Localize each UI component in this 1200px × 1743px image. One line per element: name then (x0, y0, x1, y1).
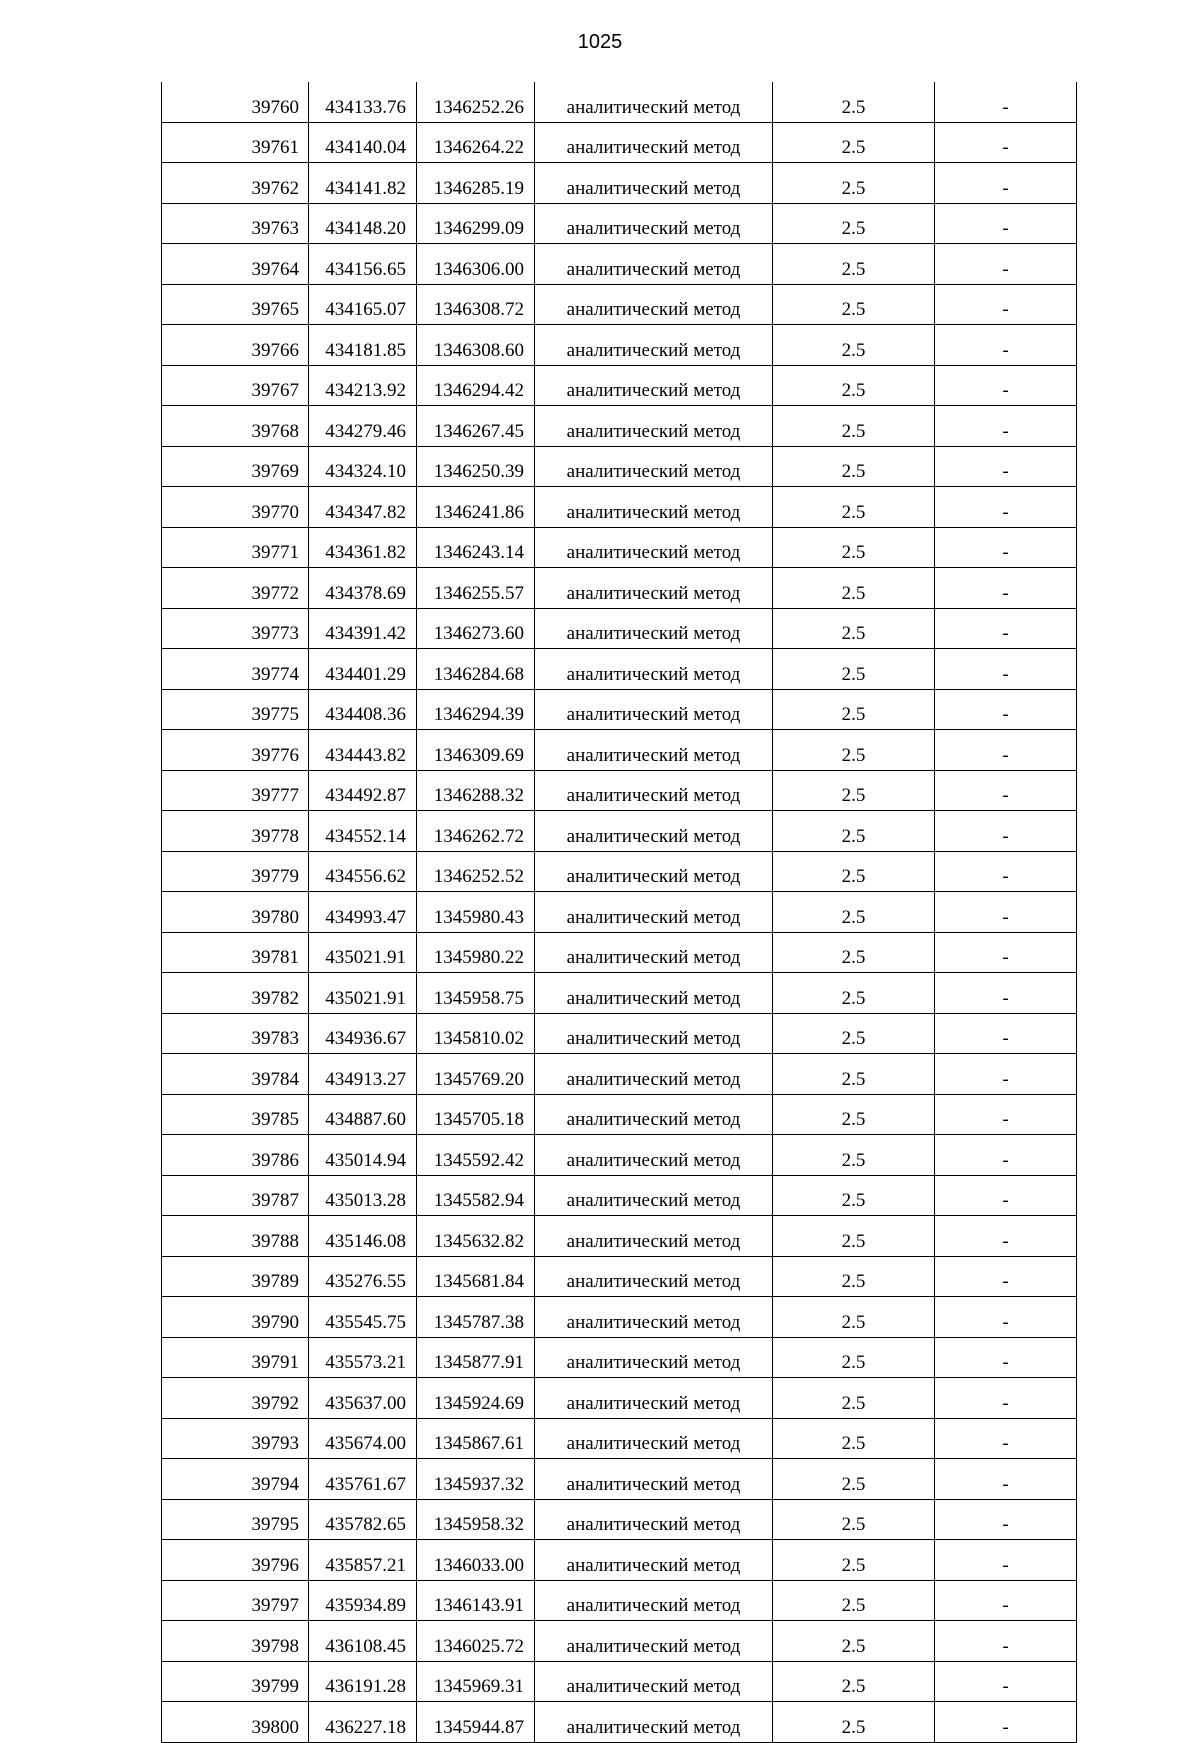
y-coordinate-cell: 1345937.32 (417, 1459, 535, 1500)
page-number: 1025 (577, 31, 623, 53)
table-row (162, 284, 1077, 325)
method-cell: аналитический метод (535, 82, 773, 122)
accuracy-cell: 2.5 (773, 1540, 935, 1581)
y-coordinate-cell: 1346309.69 (417, 730, 535, 771)
note-cell: - (935, 1459, 1077, 1500)
table-row (162, 406, 1077, 447)
note-cell: - (935, 811, 1077, 852)
note-cell: - (935, 365, 1077, 406)
method-cell: аналитический метод (535, 1337, 773, 1378)
accuracy-cell: 2.5 (773, 1459, 935, 1500)
method-cell: аналитический метод (535, 1135, 773, 1176)
table-row (162, 122, 1077, 163)
accuracy-cell: 2.5 (773, 527, 935, 568)
y-coordinate-cell: 1345867.61 (417, 1418, 535, 1459)
y-coordinate-cell: 1346262.72 (417, 811, 535, 852)
y-coordinate-cell: 1345980.43 (417, 892, 535, 933)
accuracy-cell: 2.5 (773, 82, 935, 122)
y-coordinate-cell: 1346243.14 (417, 527, 535, 568)
accuracy-cell: 2.5 (773, 163, 935, 204)
y-coordinate-cell: 1346273.60 (417, 608, 535, 649)
note-cell: - (935, 1337, 1077, 1378)
table-row (162, 1702, 1077, 1743)
accuracy-cell: 2.5 (773, 1418, 935, 1459)
method-cell: аналитический метод (535, 406, 773, 447)
table-row (162, 1661, 1077, 1702)
point-number-cell: 39760 (162, 82, 309, 122)
method-cell: аналитический метод (535, 1297, 773, 1338)
point-number-cell: 39794 (162, 1459, 309, 1500)
accuracy-cell: 2.5 (773, 649, 935, 690)
method-cell: аналитический метод (535, 1175, 773, 1216)
note-cell: - (935, 163, 1077, 204)
y-coordinate-cell: 1345592.42 (417, 1135, 535, 1176)
accuracy-cell: 2.5 (773, 365, 935, 406)
x-coordinate-cell: 434556.62 (309, 851, 417, 892)
point-number-cell: 39763 (162, 203, 309, 244)
x-coordinate-cell: 435276.55 (309, 1256, 417, 1297)
point-number-cell: 39773 (162, 608, 309, 649)
y-coordinate-cell: 1345924.69 (417, 1378, 535, 1419)
note-cell: - (935, 1702, 1077, 1743)
note-cell: - (935, 1418, 1077, 1459)
x-coordinate-cell: 434156.65 (309, 244, 417, 285)
accuracy-cell: 2.5 (773, 851, 935, 892)
coordinates-table (161, 82, 1077, 1743)
note-cell: - (935, 770, 1077, 811)
method-cell: аналитический метод (535, 770, 773, 811)
method-cell: аналитический метод (535, 932, 773, 973)
table-row (162, 1256, 1077, 1297)
method-cell: аналитический метод (535, 446, 773, 487)
method-cell: аналитический метод (535, 244, 773, 285)
note-cell: - (935, 284, 1077, 325)
method-cell: аналитический метод (535, 365, 773, 406)
point-number-cell: 39772 (162, 568, 309, 609)
point-number-cell: 39771 (162, 527, 309, 568)
x-coordinate-cell: 434165.07 (309, 284, 417, 325)
point-number-cell: 39788 (162, 1216, 309, 1257)
note-cell: - (935, 892, 1077, 933)
table-row (162, 811, 1077, 852)
table-row (162, 892, 1077, 933)
note-cell: - (935, 122, 1077, 163)
table-row (162, 325, 1077, 366)
table-row (162, 608, 1077, 649)
table-row (162, 446, 1077, 487)
x-coordinate-cell: 434347.82 (309, 487, 417, 528)
note-cell: - (935, 851, 1077, 892)
table-row (162, 1013, 1077, 1054)
note-cell: - (935, 1378, 1077, 1419)
note-cell: - (935, 932, 1077, 973)
x-coordinate-cell: 434401.29 (309, 649, 417, 690)
x-coordinate-cell: 435146.08 (309, 1216, 417, 1257)
method-cell: аналитический метод (535, 851, 773, 892)
x-coordinate-cell: 436227.18 (309, 1702, 417, 1743)
method-cell: аналитический метод (535, 527, 773, 568)
point-number-cell: 39789 (162, 1256, 309, 1297)
note-cell: - (935, 1256, 1077, 1297)
accuracy-cell: 2.5 (773, 325, 935, 366)
y-coordinate-cell: 1346288.32 (417, 770, 535, 811)
y-coordinate-cell: 1345632.82 (417, 1216, 535, 1257)
y-coordinate-cell: 1345787.38 (417, 1297, 535, 1338)
y-coordinate-cell: 1345877.91 (417, 1337, 535, 1378)
x-coordinate-cell: 434140.04 (309, 122, 417, 163)
y-coordinate-cell: 1345705.18 (417, 1094, 535, 1135)
accuracy-cell: 2.5 (773, 1175, 935, 1216)
note-cell: - (935, 527, 1077, 568)
x-coordinate-cell: 434141.82 (309, 163, 417, 204)
point-number-cell: 39768 (162, 406, 309, 447)
x-coordinate-cell: 436108.45 (309, 1621, 417, 1662)
method-cell: аналитический метод (535, 284, 773, 325)
accuracy-cell: 2.5 (773, 1297, 935, 1338)
note-cell: - (935, 203, 1077, 244)
note-cell: - (935, 608, 1077, 649)
method-cell: аналитический метод (535, 487, 773, 528)
table-row (162, 365, 1077, 406)
point-number-cell: 39784 (162, 1054, 309, 1095)
point-number-cell: 39769 (162, 446, 309, 487)
x-coordinate-cell: 434213.92 (309, 365, 417, 406)
method-cell: аналитический метод (535, 973, 773, 1014)
point-number-cell: 39767 (162, 365, 309, 406)
method-cell: аналитический метод (535, 1580, 773, 1621)
y-coordinate-cell: 1346308.60 (417, 325, 535, 366)
y-coordinate-cell: 1346308.72 (417, 284, 535, 325)
point-number-cell: 39781 (162, 932, 309, 973)
x-coordinate-cell: 434552.14 (309, 811, 417, 852)
y-coordinate-cell: 1345958.75 (417, 973, 535, 1014)
note-cell: - (935, 568, 1077, 609)
table-row (162, 1459, 1077, 1500)
accuracy-cell: 2.5 (773, 1499, 935, 1540)
note-cell: - (935, 1580, 1077, 1621)
point-number-cell: 39791 (162, 1337, 309, 1378)
x-coordinate-cell: 434133.76 (309, 82, 417, 122)
point-number-cell: 39764 (162, 244, 309, 285)
x-coordinate-cell: 434443.82 (309, 730, 417, 771)
point-number-cell: 39792 (162, 1378, 309, 1419)
note-cell: - (935, 325, 1077, 366)
coordinates-table-body (162, 82, 1077, 1742)
y-coordinate-cell: 1345958.32 (417, 1499, 535, 1540)
x-coordinate-cell: 435934.89 (309, 1580, 417, 1621)
note-cell: - (935, 1621, 1077, 1662)
note-cell: - (935, 1499, 1077, 1540)
table-row (162, 689, 1077, 730)
note-cell: - (935, 446, 1077, 487)
method-cell: аналитический метод (535, 892, 773, 933)
y-coordinate-cell: 1346294.42 (417, 365, 535, 406)
accuracy-cell: 2.5 (773, 1661, 935, 1702)
table-row (162, 1418, 1077, 1459)
y-coordinate-cell: 1345681.84 (417, 1256, 535, 1297)
note-cell: - (935, 406, 1077, 447)
note-cell: - (935, 1094, 1077, 1135)
note-cell: - (935, 1216, 1077, 1257)
accuracy-cell: 2.5 (773, 1216, 935, 1257)
point-number-cell: 39774 (162, 649, 309, 690)
note-cell: - (935, 1054, 1077, 1095)
x-coordinate-cell: 434148.20 (309, 203, 417, 244)
point-number-cell: 39777 (162, 770, 309, 811)
y-coordinate-cell: 1346252.26 (417, 82, 535, 122)
point-number-cell: 39778 (162, 811, 309, 852)
x-coordinate-cell: 435014.94 (309, 1135, 417, 1176)
point-number-cell: 39798 (162, 1621, 309, 1662)
point-number-cell: 39785 (162, 1094, 309, 1135)
x-coordinate-cell: 434887.60 (309, 1094, 417, 1135)
accuracy-cell: 2.5 (773, 892, 935, 933)
x-coordinate-cell: 435013.28 (309, 1175, 417, 1216)
table-row (162, 973, 1077, 1014)
method-cell: аналитический метод (535, 1459, 773, 1500)
x-coordinate-cell: 435021.91 (309, 973, 417, 1014)
table-row (162, 568, 1077, 609)
y-coordinate-cell: 1345769.20 (417, 1054, 535, 1095)
table-row (162, 1297, 1077, 1338)
point-number-cell: 39786 (162, 1135, 309, 1176)
x-coordinate-cell: 434492.87 (309, 770, 417, 811)
x-coordinate-cell: 434913.27 (309, 1054, 417, 1095)
x-coordinate-cell: 436191.28 (309, 1661, 417, 1702)
y-coordinate-cell: 1345810.02 (417, 1013, 535, 1054)
note-cell: - (935, 649, 1077, 690)
accuracy-cell: 2.5 (773, 1337, 935, 1378)
point-number-cell: 39780 (162, 892, 309, 933)
y-coordinate-cell: 1345582.94 (417, 1175, 535, 1216)
method-cell: аналитический метод (535, 1094, 773, 1135)
point-number-cell: 39787 (162, 1175, 309, 1216)
note-cell: - (935, 973, 1077, 1014)
y-coordinate-cell: 1346284.68 (417, 649, 535, 690)
accuracy-cell: 2.5 (773, 244, 935, 285)
table-row (162, 1094, 1077, 1135)
x-coordinate-cell: 435637.00 (309, 1378, 417, 1419)
point-number-cell: 39779 (162, 851, 309, 892)
accuracy-cell: 2.5 (773, 406, 935, 447)
accuracy-cell: 2.5 (773, 932, 935, 973)
accuracy-cell: 2.5 (773, 568, 935, 609)
point-number-cell: 39797 (162, 1580, 309, 1621)
x-coordinate-cell: 435857.21 (309, 1540, 417, 1581)
y-coordinate-cell: 1346143.91 (417, 1580, 535, 1621)
table-row (162, 203, 1077, 244)
note-cell: - (935, 82, 1077, 122)
y-coordinate-cell: 1346299.09 (417, 203, 535, 244)
table-row (162, 1621, 1077, 1662)
table-row (162, 1378, 1077, 1419)
point-number-cell: 39800 (162, 1702, 309, 1743)
table-row (162, 932, 1077, 973)
accuracy-cell: 2.5 (773, 446, 935, 487)
accuracy-cell: 2.5 (773, 811, 935, 852)
point-number-cell: 39765 (162, 284, 309, 325)
point-number-cell: 39761 (162, 122, 309, 163)
method-cell: аналитический метод (535, 1256, 773, 1297)
note-cell: - (935, 1540, 1077, 1581)
table-row (162, 163, 1077, 204)
note-cell: - (935, 1297, 1077, 1338)
note-cell: - (935, 1135, 1077, 1176)
x-coordinate-cell: 435782.65 (309, 1499, 417, 1540)
x-coordinate-cell: 435573.21 (309, 1337, 417, 1378)
note-cell: - (935, 487, 1077, 528)
x-coordinate-cell: 434361.82 (309, 527, 417, 568)
y-coordinate-cell: 1346306.00 (417, 244, 535, 285)
point-number-cell: 39790 (162, 1297, 309, 1338)
accuracy-cell: 2.5 (773, 1013, 935, 1054)
accuracy-cell: 2.5 (773, 1135, 935, 1176)
point-number-cell: 39770 (162, 487, 309, 528)
point-number-cell: 39795 (162, 1499, 309, 1540)
table-row (162, 487, 1077, 528)
note-cell: - (935, 1013, 1077, 1054)
y-coordinate-cell: 1346285.19 (417, 163, 535, 204)
table-row (162, 1135, 1077, 1176)
point-number-cell: 39775 (162, 689, 309, 730)
method-cell: аналитический метод (535, 163, 773, 204)
note-cell: - (935, 730, 1077, 771)
x-coordinate-cell: 434279.46 (309, 406, 417, 447)
x-coordinate-cell: 434181.85 (309, 325, 417, 366)
table-row (162, 649, 1077, 690)
method-cell: аналитический метод (535, 1621, 773, 1662)
method-cell: аналитический метод (535, 730, 773, 771)
method-cell: аналитический метод (535, 649, 773, 690)
x-coordinate-cell: 434408.36 (309, 689, 417, 730)
method-cell: аналитический метод (535, 203, 773, 244)
accuracy-cell: 2.5 (773, 284, 935, 325)
table-row (162, 1054, 1077, 1095)
accuracy-cell: 2.5 (773, 770, 935, 811)
method-cell: аналитический метод (535, 122, 773, 163)
table-row (162, 770, 1077, 811)
note-cell: - (935, 1661, 1077, 1702)
table-row (162, 1337, 1077, 1378)
table-row (162, 527, 1077, 568)
accuracy-cell: 2.5 (773, 1621, 935, 1662)
accuracy-cell: 2.5 (773, 1256, 935, 1297)
method-cell: аналитический метод (535, 325, 773, 366)
method-cell: аналитический метод (535, 1702, 773, 1743)
method-cell: аналитический метод (535, 608, 773, 649)
y-coordinate-cell: 1345980.22 (417, 932, 535, 973)
method-cell: аналитический метод (535, 811, 773, 852)
method-cell: аналитический метод (535, 1540, 773, 1581)
y-coordinate-cell: 1345969.31 (417, 1661, 535, 1702)
method-cell: аналитический метод (535, 689, 773, 730)
note-cell: - (935, 689, 1077, 730)
x-coordinate-cell: 435761.67 (309, 1459, 417, 1500)
x-coordinate-cell: 435545.75 (309, 1297, 417, 1338)
point-number-cell: 39766 (162, 325, 309, 366)
x-coordinate-cell: 435674.00 (309, 1418, 417, 1459)
point-number-cell: 39783 (162, 1013, 309, 1054)
x-coordinate-cell: 434936.67 (309, 1013, 417, 1054)
table-row (162, 244, 1077, 285)
accuracy-cell: 2.5 (773, 122, 935, 163)
point-number-cell: 39762 (162, 163, 309, 204)
y-coordinate-cell: 1346252.52 (417, 851, 535, 892)
accuracy-cell: 2.5 (773, 973, 935, 1014)
accuracy-cell: 2.5 (773, 203, 935, 244)
y-coordinate-cell: 1346264.22 (417, 122, 535, 163)
table-row (162, 730, 1077, 771)
y-coordinate-cell: 1345944.87 (417, 1702, 535, 1743)
method-cell: аналитический метод (535, 1499, 773, 1540)
y-coordinate-cell: 1346241.86 (417, 487, 535, 528)
point-number-cell: 39776 (162, 730, 309, 771)
y-coordinate-cell: 1346025.72 (417, 1621, 535, 1662)
x-coordinate-cell: 434391.42 (309, 608, 417, 649)
method-cell: аналитический метод (535, 1013, 773, 1054)
y-coordinate-cell: 1346294.39 (417, 689, 535, 730)
accuracy-cell: 2.5 (773, 689, 935, 730)
x-coordinate-cell: 435021.91 (309, 932, 417, 973)
point-number-cell: 39782 (162, 973, 309, 1014)
point-number-cell: 39799 (162, 1661, 309, 1702)
accuracy-cell: 2.5 (773, 1094, 935, 1135)
table-row (162, 1499, 1077, 1540)
table-row (162, 82, 1077, 122)
table-row (162, 1175, 1077, 1216)
accuracy-cell: 2.5 (773, 1054, 935, 1095)
method-cell: аналитический метод (535, 1216, 773, 1257)
x-coordinate-cell: 434378.69 (309, 568, 417, 609)
point-number-cell: 39796 (162, 1540, 309, 1581)
point-number-cell: 39793 (162, 1418, 309, 1459)
accuracy-cell: 2.5 (773, 1580, 935, 1621)
y-coordinate-cell: 1346255.57 (417, 568, 535, 609)
accuracy-cell: 2.5 (773, 1702, 935, 1743)
method-cell: аналитический метод (535, 568, 773, 609)
x-coordinate-cell: 434993.47 (309, 892, 417, 933)
table-row (162, 1216, 1077, 1257)
accuracy-cell: 2.5 (773, 487, 935, 528)
note-cell: - (935, 244, 1077, 285)
method-cell: аналитический метод (535, 1054, 773, 1095)
x-coordinate-cell: 434324.10 (309, 446, 417, 487)
table-row (162, 1540, 1077, 1581)
table-row (162, 851, 1077, 892)
method-cell: аналитический метод (535, 1378, 773, 1419)
method-cell: аналитический метод (535, 1418, 773, 1459)
note-cell: - (935, 1175, 1077, 1216)
y-coordinate-cell: 1346250.39 (417, 446, 535, 487)
accuracy-cell: 2.5 (773, 608, 935, 649)
accuracy-cell: 2.5 (773, 1378, 935, 1419)
method-cell: аналитический метод (535, 1661, 773, 1702)
y-coordinate-cell: 1346267.45 (417, 406, 535, 447)
y-coordinate-cell: 1346033.00 (417, 1540, 535, 1581)
accuracy-cell: 2.5 (773, 730, 935, 771)
table-row (162, 1580, 1077, 1621)
